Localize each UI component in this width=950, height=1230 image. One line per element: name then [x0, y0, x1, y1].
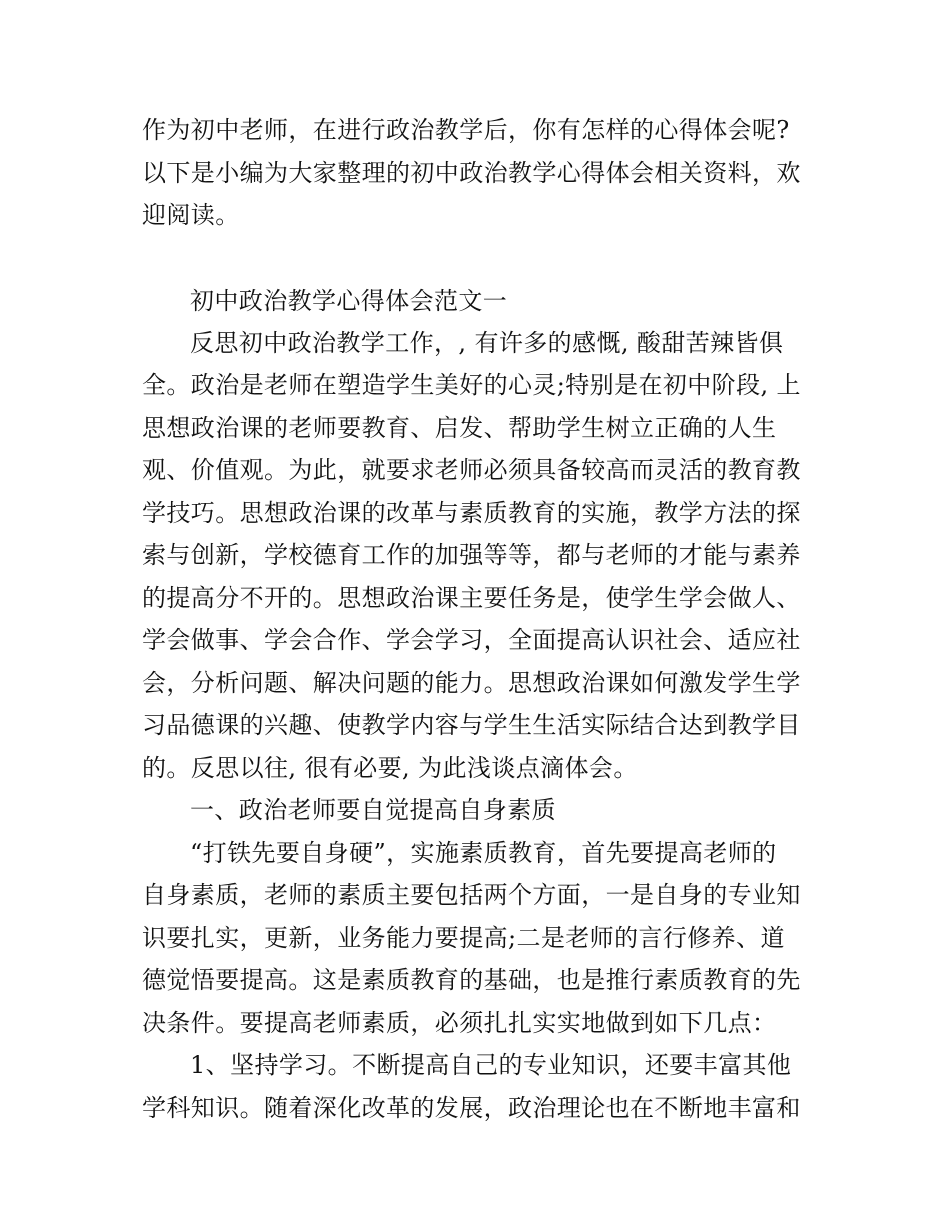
para1-line-10: 习品德课的兴趣、使教学内容与学生生活实际结合达到教学目 — [142, 711, 801, 739]
intro-line-2: 以下是小编为大家整理的初中政治教学心得体会相关资料，欢 — [142, 159, 801, 187]
para1-line-7: 的提高分不开的。思想政治课主要任务是，使学生学会做人、 — [142, 584, 801, 612]
para1-line-3: 思想政治课的老师要教育、启发、帮助学生树立正确的人生 — [142, 414, 777, 442]
section-title: 初中政治教学心得体会范文一 — [190, 287, 508, 315]
para1-line-2: 全。政治是老师在塑造学生美好的心灵;特别是在初中阶段, 上 — [142, 371, 801, 399]
para1-line-11: 的。反思以往, 很有必要, 为此浅谈点滴体会。 — [142, 754, 638, 782]
para2-line-5: 决条件。要提高老师素质，必须扎扎实实地做到如下几点： — [142, 1009, 777, 1037]
para2-line-3: 识要扎实，更新，业务能力要提高;二是老师的言行修养、道 — [142, 924, 785, 952]
para2-line-4: 德觉悟要提高。这是素质教育的基础，也是推行素质教育的先 — [142, 966, 801, 994]
intro-line-1: 作为初中老师，在进行政治教学后，你有怎样的心得体会呢? — [142, 116, 790, 144]
para3-line-1: 1、坚持学习。不断提高自己的专业知识，还要丰富其他 — [190, 1051, 792, 1079]
para1-line-5: 学技巧。思想政治课的改革与素质教育的实施，教学方法的探 — [142, 499, 801, 527]
heading-1: 一、政治老师要自觉提高自身素质 — [190, 796, 556, 824]
para1-line-4: 观、价值观。为此，就要求老师必须具备较高而灵活的教育教 — [142, 456, 801, 484]
para1-line-1: 反思初中政治教学工作，, 有许多的感慨, 酸甜苦辣皆俱 — [190, 329, 784, 357]
para2-line-2: 自身素质，老师的素质主要包括两个方面，一是自身的专业知 — [142, 881, 801, 909]
para3-line-2: 学科知识。随着深化改革的发展，政治理论也在不断地丰富和 — [142, 1094, 801, 1122]
para1-line-8: 学会做事、学会合作、学会学习，全面提高认识社会、适应社 — [142, 626, 801, 654]
intro-line-3: 迎阅读。 — [142, 201, 240, 229]
para1-line-9: 会，分析问题、解决问题的能力。思想政治课如何激发学生学 — [142, 669, 801, 697]
para2-line-1: “打铁先要自身硬”，实施素质教育，首先要提高老师的 — [190, 839, 777, 867]
para1-line-6: 索与创新，学校德育工作的加强等等，都与老师的才能与素养 — [142, 541, 801, 569]
